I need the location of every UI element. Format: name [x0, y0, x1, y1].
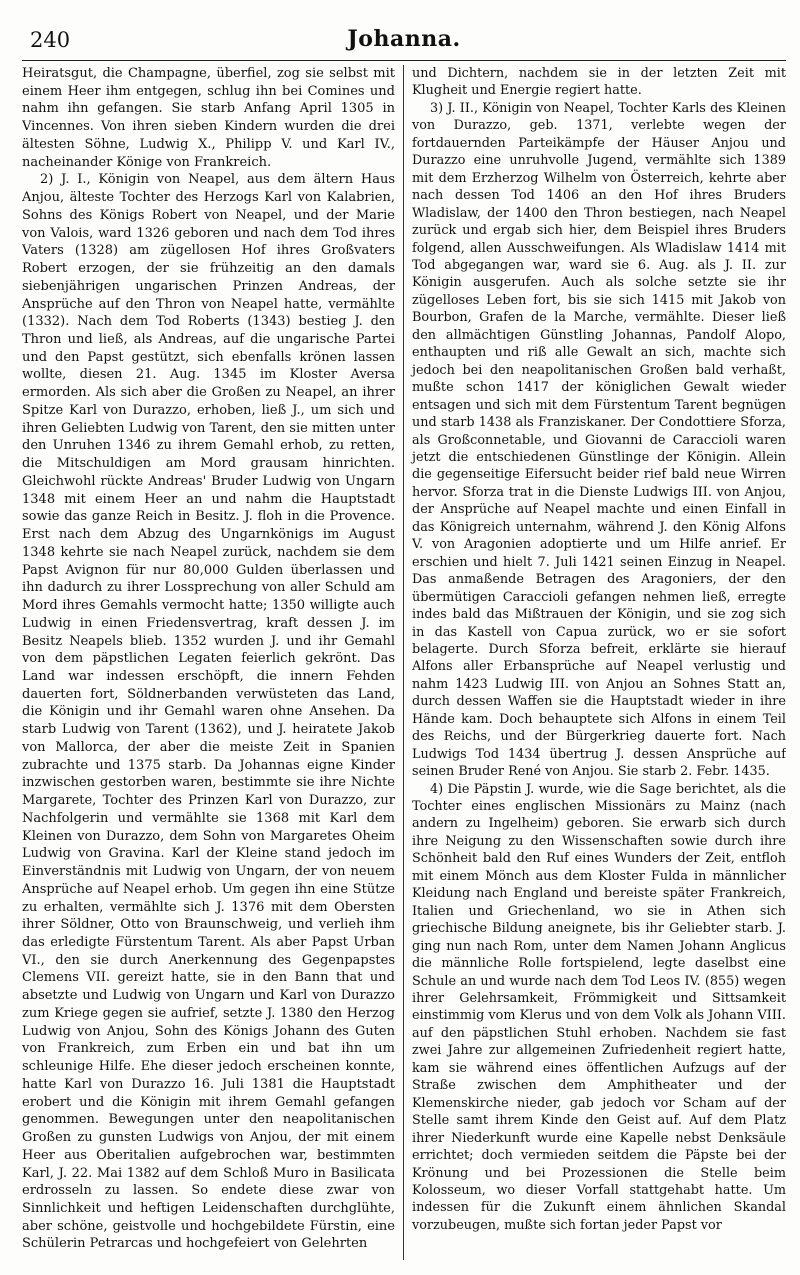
- page-number: 240: [30, 28, 71, 52]
- paragraph: 3) J. II., Königin von Neapel, Tochter Karls des Kleinen von Durazzo, geb. 1371, verlebte wegen der fortdauernden Parteikämpfe der Häuser Anjou und Durazzo eine unruhvolle Jugend, vermählte sich 1389 mit dem Erzherzog Wilhelm von Österreich, kehrte aber nach dessen Tod 1406 an den Hof ihres Bruders Wladislaw, der 1400 den Thron bestiegen, nach Neapel zurück und ergab sich hier, dem Beispiel ihres Bruders folgend, allen Ausschweifungen. Als Wladislaw 1414 mit Tod abgegangen war, ward sie 6. Aug. als J. II. zur Königin ausgerufen. Auch als solche setzte sie ihr zügelloses Leben fort, bis sie sich 1415 mit Jakob von Bourbon, Grafen de la Marche, vermählte. Dieser ließ den allmächtigen Günstling Johannas, Pandolf Alopo, enthaupten und riß alle Gewalt an sich, machte sich jedoch bei den neapolitanischen Großen bald verhaßt, mußte schon 1417 der königlichen Gewalt wieder entsagen und sich mit dem Fürstentum Tarent begnügen und starb 1438 als Franziskaner. Der Condottiere Sforza, als Großconnetable, und Giovanni de Caraccioli waren jetzt die entschiedenen Günstlinge der Königin. Allein die gegenseitige Eifersucht beider rief bald neue Wirren hervor. Sforza trat in die Dienste Ludwigs III. von Anjou, der Ansprüche auf Neapel machte und einen Einfall in das Königreich unternahm, während J. den König Alfons V. von Aragonien adoptierte und um Hilfe anrief. Er erschien und hielt 7. Juli 1421 seinen Einzug in Neapel. Das anmaßende Betragen des Aragoniers, der den übermütigen Caraccioli gefangen nehmen ließ, erregte indes bald das Mißtrauen der Königin, und sie zog sich in das Kastell von Capua zurück, wo er sie sofort belagerte. Durch Sforza befreit, erklärte sie hierauf Alfons aller Erbansprüche auf Neapel verlustig und nahm 1423 Ludwig III. von Anjou an Sohnes Statt an, durch dessen Waffen sie die Hauptstadt wieder in ihre Hände kam. Doch behauptete sich Alfons in einem Teil des Reichs, und der Bürgerkrieg dauerte fort. Nach Ludwigs Tod 1434 übertrug J. dessen Ansprüche auf seinen Bruder René von Anjou. Sie starb 2. Febr. 1435.: [412, 100, 786, 780]
- page-header: [22, 24, 786, 61]
- paragraph: 4) Die Päpstin J. wurde, wie die Sage berichtet, als die Tochter eines englischen Missionärs zu Mainz (nach andern zu Ingelheim) geboren. Sie erwarb sich durch ihre Neigung zu den Wissenschaften sowie durch ihre Schönheit bald den Ruf eines Wunders der Zeit, entfloh mit einem Mönch aus dem Kloster Fulda in männlicher Kleidung nach England und bereiste später Frankreich, Italien und Griechenland, wo sie in Athen sich griechische Bildung aneignete, bis ihr Geliebter starb. J. ging nun nach Rom, unter dem Namen Johann Anglicus die männliche Rolle fortspielend, legte daselbst eine Schule an und wurde nach dem Tod Leos IV. (855) wegen ihrer Gelehrsamkeit, Frömmigkeit und Sittsamkeit einstimmig vom Klerus und von dem Volk als Johann VIII. auf den päpstlichen Stuhl erhoben. Nachdem sie fast zwei Jahre zur allgemeinen Zufriedenheit regiert hatte, kam sie während eines öffentlichen Aufzugs auf der Straße zwischen dem Amphitheater und der Klemenskirche nieder, gab jedoch vor Scham auf der Stelle samt ihrem Kinde den Geist auf. Auf dem Platz ihrer Niederkunft wurde eine Kapelle nebst Denksäule errichtet; doch vermieden seitdem die Päpste bei der Krönung und bei Prozessionen die Stelle beim Kolosseum, wo dieser Vorfall stattgehabt hatte. Um indessen für die Zukunft einem ähnlichen Skandal vorzubeugen, mußte sich fortan jeder Papst vor: [412, 781, 786, 1233]
- text-columns: [22, 65, 786, 1260]
- paragraph: und Dichtern, nachdem sie in der letzten Zeit mit Klugheit und Energie regiert hatte.: [412, 66, 786, 99]
- left-column: [22, 65, 404, 1260]
- right-column: [404, 65, 786, 1260]
- paragraph: Heiratsgut, die Champagne, überfiel, zog sie selbst mit einem Heer ihm entgegen, schlug ihn bei Comines und nahm ihn gefangen. Sie starb Anfang April 1305 in Vincennes. Von ihren sieben Kindern wurden die drei ältesten Söhne, Ludwig X., Philipp V. und Karl IV., nacheinander Könige von Frankreich.: [22, 66, 395, 170]
- paragraph: 2) J. I., Königin von Neapel, aus dem ältern Haus Anjou, älteste Tochter des Herzogs Karl von Kalabrien, Sohns des Königs Robert von Neapel, und der Marie von Valois, ward 1326 geboren und nach dem Tod ihres Vaters (1328) am zügellosen Hof ihres Großvaters Robert erzogen, der sie frühzeitig an den damals siebenjährigen ungarischen Prinzen Andreas, der Ansprüche auf den Thron von Neapel hatte, vermählte (1332). Nach dem Tod Roberts (1343) bestieg J. den Thron und ließ, als Andreas, auf die ungarische Partei und den Papst gestützt, sich ebenfalls krönen lassen wollte, diesen 21. Aug. 1345 im Kloster Aversa ermorden. Als sich aber die Großen zu Neapel, an ihrer Spitze Karl von Durazzo, erhoben, ließ J., um sich und ihren Geliebten Ludwig von Tarent, den sie mitten unter den Unruhen 1346 zu ihrem Gemahl erhob, zu retten, die Mitschuldigen am Mord grausam hinrichten. Gleichwohl rückte Andreas' Bruder Ludwig von Ungarn 1348 mit einem Heer an und nahm die Hauptstadt sowie das ganze Reich in Besitz. J. floh in die Provence. Erst nach dem Abzug des Ungarnkönigs im August 1348 kehrte sie nach Neapel zurück, nachdem sie dem Papst Avignon für nur 80,000 Gulden überlassen und ihn dadurch zu ihrer Lossprechung von aller Schuld am Mord ihres Gemahls vermocht hatte; 1350 willigte auch Ludwig in einen Friedensvertrag, kraft dessen J. im Besitz Neapels blieb. 1352 wurden J. und ihr Gemahl von dem päpstlichen Legaten feierlich gekrönt. Das Land war indessen erschöpft, die innern Fehden dauerten fort, Söldnerbanden verwüsteten das Land, die Königin und ihr Gemahl waren ohne Ansehen. Da starb Ludwig von Tarent (1362), und J. heiratete Jakob von Mallorca, der aber die meiste Zeit in Spanien zubrachte und 1375 starb. Da Johannas eigne Kinder inzwischen gestorben waren, bestimmte sie ihre Nichte Margarete, Tochter des Prinzen Karl von Durazzo, zur Nachfolgerin und vermählte sie 1368 mit Karl dem Kleinen von Durazzo, dem Sohn von Margaretes Oheim Ludwig von Gravina. Karl der Kleine stand jedoch im Einverständnis mit Ludwig von Ungarn, der von neuem Ansprüche auf Neapel erhob. Um gegen ihn eine Stütze zu erhalten, vermählte sich J. 1376 mit dem Obersten ihrer Söldner, Otto von Braunschweig, und verlieh ihm das erledigte Fürstentum Tarent. Als aber Papst Urban VI., den sie durch Anerkennung des Gegenpapstes Clemens VII. gereizt hatte, sie in den Bann that und absetzte und Ludwig von Ungarn und Karl von Durazzo zum Kriege gegen sie aufrief, setzte J. 1380 den Herzog Ludwig von Anjou, Sohn des Königs Johann des Guten von Frankreich, zum Erben ein und bat ihn um schleunige Hilfe. Ehe dieser jedoch erscheinen konnte, hatte Karl von Durazzo 16. Juli 1381 die Hauptstadt erobert und die Königin mit ihrem Gemahl gefangen genommen. Bewegungen unter den neapolitanischen Großen zu gunsten Ludwigs von Anjou, der mit einem Heer aus Oberitalien aufgebrochen war, bestimmten Karl, J. 22. Mai 1382 auf dem Schloß Muro in Basilicata erdrosseln zu lassen. So endete diese zwar von Sinnlichkeit und heftigen Leidenschaften durchglühte, aber schöne, geistvolle und hochgebildete Fürstin, eine Schülerin Petrarcas und hochgefeiert von Gelehrten: [22, 172, 395, 1252]
- running-title: Johanna.: [347, 26, 461, 52]
